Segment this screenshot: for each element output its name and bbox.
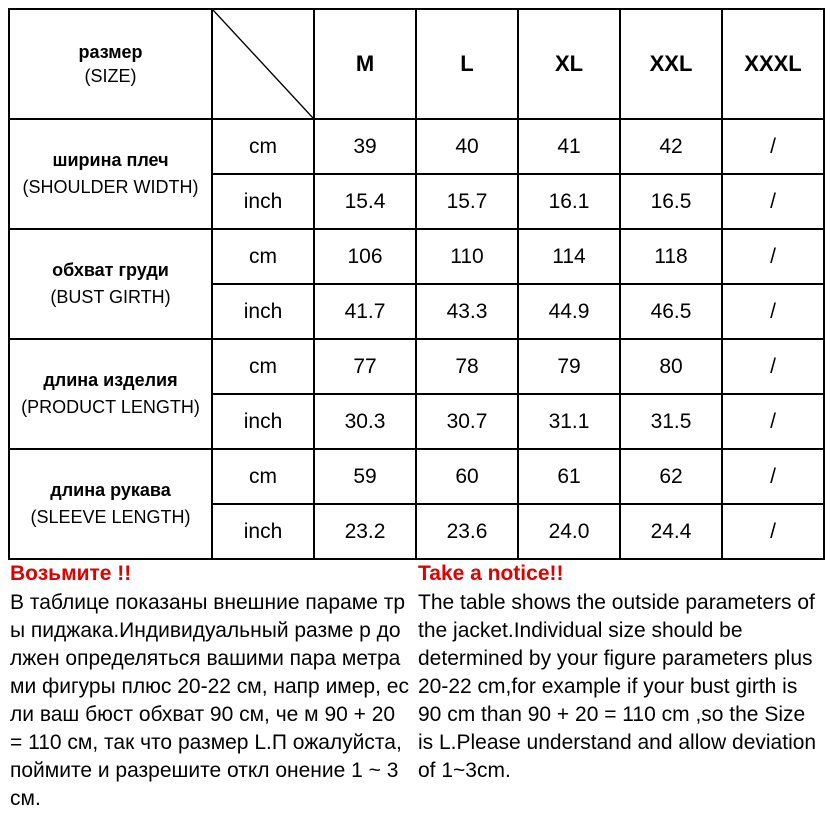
row-label-en: (SLEEVE LENGTH) xyxy=(30,507,191,527)
size-header-xxl: XXL xyxy=(620,9,722,119)
value-cell: 46.5 xyxy=(620,284,722,339)
value-cell: 43.3 xyxy=(416,284,518,339)
unit-cell: cm xyxy=(212,339,314,394)
table-row xyxy=(9,449,824,504)
value-cell: 62 xyxy=(620,449,722,504)
value-cell: 78 xyxy=(416,339,518,394)
unit-cell: inch xyxy=(212,174,314,229)
value-cell: / xyxy=(722,394,824,449)
value-cell: 31.1 xyxy=(518,394,620,449)
unit-cell: inch xyxy=(212,394,314,449)
unit-cell: inch xyxy=(212,284,314,339)
value-cell: 15.7 xyxy=(416,174,518,229)
corner-label-en: (SIZE) xyxy=(84,66,137,86)
row-label-ru: обхват груди xyxy=(52,260,169,280)
value-cell: 31.5 xyxy=(620,394,722,449)
table-row xyxy=(9,339,824,394)
value-cell: 24.4 xyxy=(620,504,722,559)
size-header-xxxl: XXXL xyxy=(722,9,824,119)
value-cell: 30.3 xyxy=(314,394,416,449)
row-label-ru: ширина плеч xyxy=(52,150,169,170)
row-label-en: (BUST GIRTH) xyxy=(50,287,171,307)
value-cell: 30.7 xyxy=(416,394,518,449)
value-cell: 77 xyxy=(314,339,416,394)
notice-english xyxy=(418,560,823,785)
unit-cell: cm xyxy=(212,229,314,284)
unit-cell: inch xyxy=(212,504,314,559)
table-row xyxy=(9,229,824,284)
value-cell: 79 xyxy=(518,339,620,394)
row-header-shoulder-width xyxy=(9,119,212,229)
table-row xyxy=(9,119,824,174)
notice-section xyxy=(8,560,823,822)
value-cell: 23.6 xyxy=(416,504,518,559)
value-cell: 40 xyxy=(416,119,518,174)
value-cell: 118 xyxy=(620,229,722,284)
value-cell: 61 xyxy=(518,449,620,504)
value-cell: 59 xyxy=(314,449,416,504)
value-cell: 16.1 xyxy=(518,174,620,229)
value-cell: / xyxy=(722,229,824,284)
row-label-ru: длина изделия xyxy=(43,370,178,390)
unit-cell: cm xyxy=(212,119,314,174)
diagonal-cell xyxy=(212,9,314,119)
size-table xyxy=(8,8,825,560)
value-cell: 106 xyxy=(314,229,416,284)
value-cell: 60 xyxy=(416,449,518,504)
value-cell: 23.2 xyxy=(314,504,416,559)
value-cell: / xyxy=(722,504,824,559)
value-cell: 80 xyxy=(620,339,722,394)
size-header-l: L xyxy=(416,9,518,119)
value-cell: / xyxy=(722,174,824,229)
corner-label-ru: размер xyxy=(78,42,143,62)
value-cell: 44.9 xyxy=(518,284,620,339)
value-cell: 42 xyxy=(620,119,722,174)
value-cell: / xyxy=(722,449,824,504)
notice-text-en: The table shows the outside parameters of the jacket.Individual size should be determined by your figure parameters plus 20-22 cm,for example if your bust girth is 90 cm than 90 + 20 = 110 cm ,so the Size is L.Please understand and allow deviation of 1~3cm. xyxy=(418,591,817,782)
row-label-ru: длина рукава xyxy=(50,480,171,500)
value-cell: 110 xyxy=(416,229,518,284)
notice-title-ru: Возьмите !! xyxy=(10,562,132,585)
value-cell: / xyxy=(722,339,824,394)
value-cell: 114 xyxy=(518,229,620,284)
row-header-product-length xyxy=(9,339,212,449)
row-label-en: (SHOULDER WIDTH) xyxy=(22,177,199,197)
row-label-en: (PRODUCT LENGTH) xyxy=(21,397,200,417)
value-cell: 24.0 xyxy=(518,504,620,559)
size-corner-header xyxy=(9,9,212,119)
value-cell: 41 xyxy=(518,119,620,174)
diagonal-line xyxy=(213,10,313,118)
value-cell: / xyxy=(722,284,824,339)
notice-russian xyxy=(10,560,410,813)
header-row xyxy=(9,9,824,119)
unit-cell: cm xyxy=(212,449,314,504)
value-cell: 39 xyxy=(314,119,416,174)
value-cell: 16.5 xyxy=(620,174,722,229)
row-header-bust-girth xyxy=(9,229,212,339)
value-cell: 41.7 xyxy=(314,284,416,339)
row-header-sleeve-length xyxy=(9,449,212,559)
size-header-xl: XL xyxy=(518,9,620,119)
size-header-m: M xyxy=(314,9,416,119)
value-cell: / xyxy=(722,119,824,174)
notice-text-ru: В таблице показаны внешние параме тры пиджака.Индивидуальный разме р должен определяться вашими пара метрами фигуры плюс 20-22 см, напр имер, если ваш бюст обхват 90 см, че м 90 + 20 = 110 см, так что размер L.П ожалуйста, поймите и разрешите откл онение 1 ~ 3 см. xyxy=(10,591,409,810)
value-cell: 15.4 xyxy=(314,174,416,229)
notice-title-en: Take a notice!! xyxy=(418,562,564,585)
